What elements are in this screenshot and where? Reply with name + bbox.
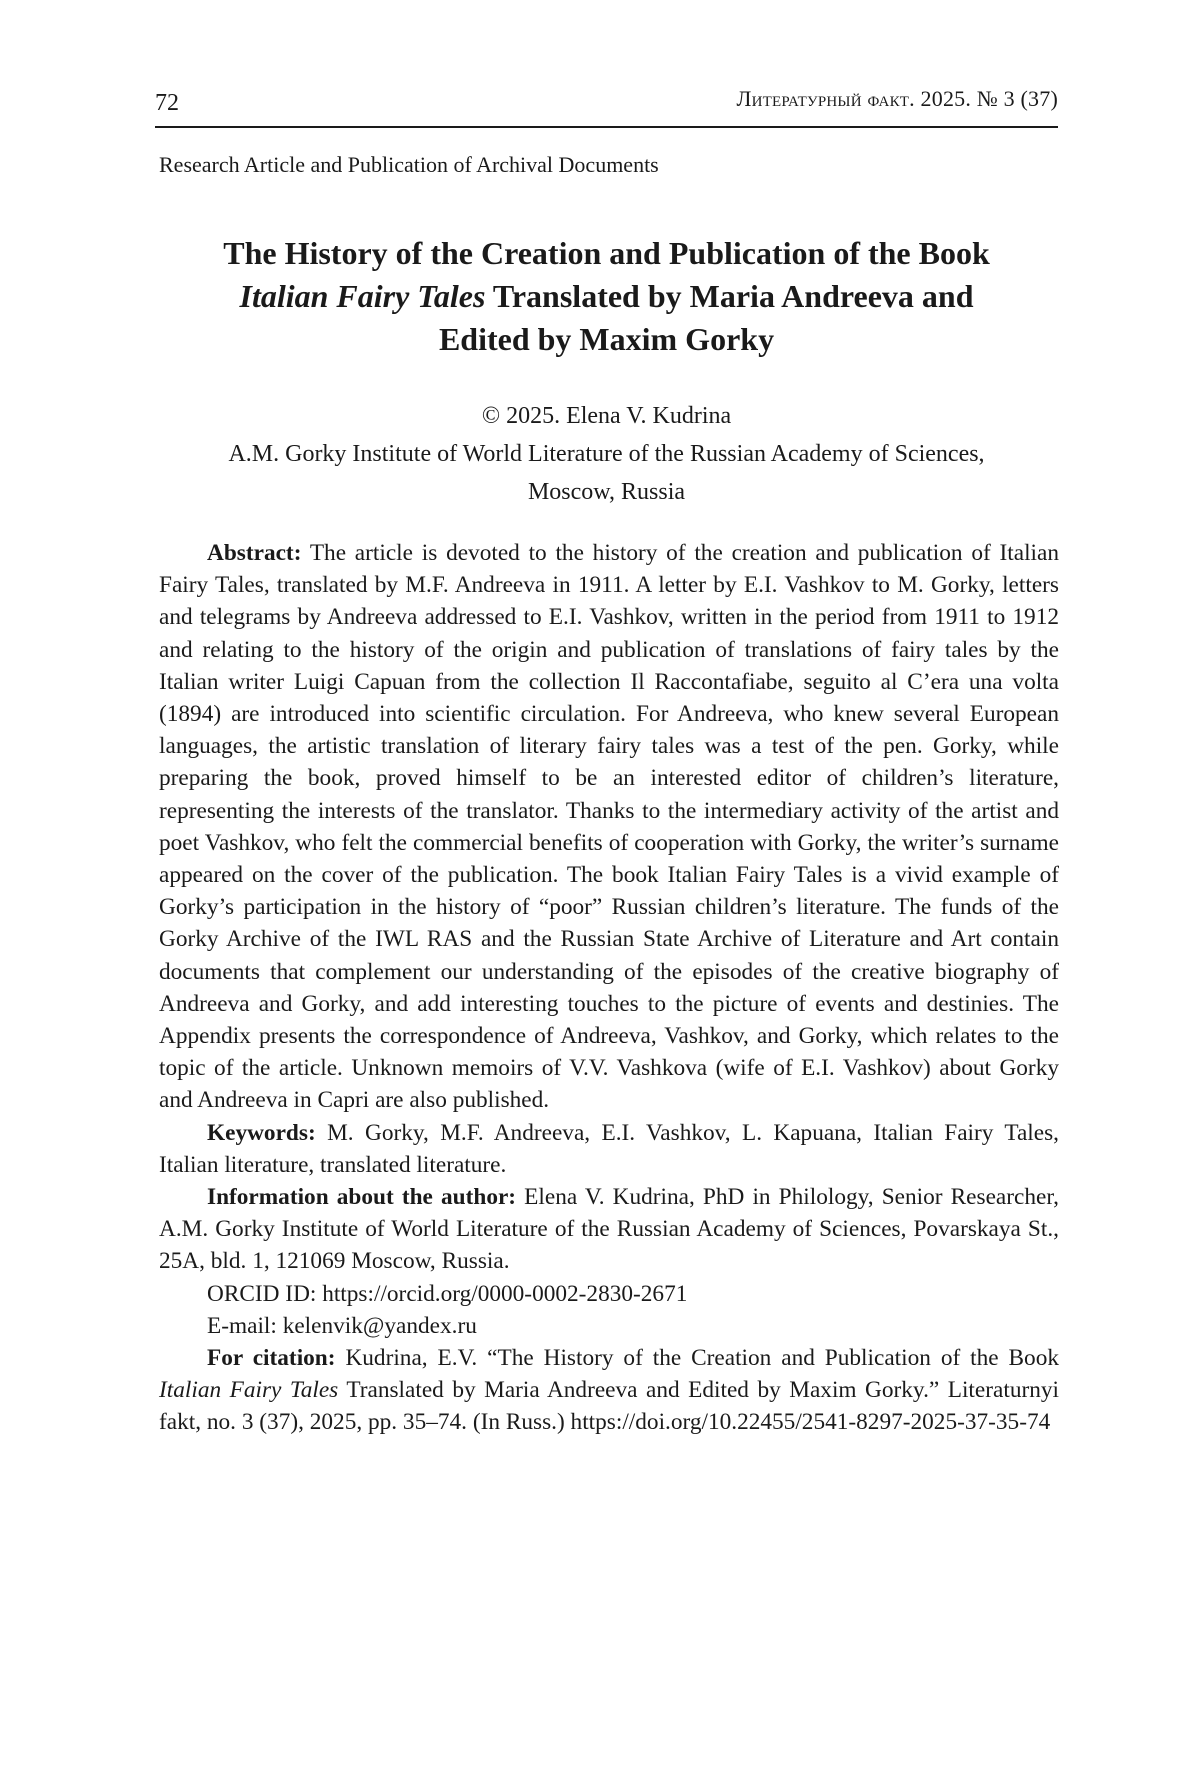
abstract-text: The article is devoted to the history of the creation and publication of Italian Fairy Tales, translated by M.F. Andreeva in 1911. A letter by E.I. Vashkov to M. Gorky, letters and telegrams by Andreeva addressed to E.I. Vashkov, written in the period from 1911 to 1912 and relating to the history of the origin and publication of translations of fairy tales by the Italian writer Luigi Capuan from the collection Il Raccontafiabe, seguito al C’era una volta (1894) are introduced into scientific circulation. For Andreeva, who knew several European languages, the artistic translation of literary fairy tales was a test of the pen. Gorky, while preparing the book, proved himself to be an interested editor of children’s literature, representing the interests of the translator. Thanks to the intermediary activity of the artist and poet Vashkov, who felt the commercial benefits of cooperation with Gorky, the writer’s surname appeared on the cover of the publication. The book Italian Fairy Tales is a vivid example of Gorky’s participation in the history of “poor” Russian children’s literature. The funds of the Gorky Archive of the IWL RAS and the Russian State Archive of Literature and Art contain documents that complement our understanding of the episodes of the creative biography of Andreeva and Gorky, and add interesting touches to the picture of events and destinies. The Appendix presents the correspondence of Andreeva, Vashkov, and Gorky, which relates to the topic of the article. Unknown memoirs of V.V. Vashkova (wife of E.I. Vashkov) about Gorky and Andreeva in Capri are also published.	[159, 540, 1060, 1114]
copyright-author: © 2025. Elena V. Kudrina	[481, 403, 732, 429]
page-number: 72	[155, 90, 179, 116]
orcid-line: ORCID ID: https://orcid.org/0000-0002-2830-2671	[207, 1280, 688, 1307]
journal-title: Литературный факт. 2025. № 3 (37)	[736, 86, 1058, 111]
keywords-label: Keywords:	[207, 1119, 316, 1146]
author-info-label: Information about the author:	[207, 1184, 517, 1211]
title-line-2: Translated by Maria Andreeva and	[485, 278, 974, 314]
author-info-text: Elena V. Kudrina, PhD in Philology, Senior Researcher, A.M. Gorky Institute of World Literature of the Russian Academy of Sciences, Povarskaya St., 25A, bld. 1, 121069 Moscow, Russia.	[159, 1184, 1059, 1275]
citation-paragraph	[159, 1342, 1059, 1439]
abstract-paragraph	[159, 537, 1059, 1117]
article-body	[159, 537, 1059, 1439]
title-line-1: The History of the Creation and Publication of the Book	[223, 235, 990, 271]
keywords-paragraph	[159, 1117, 1059, 1181]
article-title	[155, 232, 1058, 361]
email-line: E-mail: kelenvik@yandex.ru	[207, 1312, 477, 1339]
byline	[155, 397, 1058, 511]
citation-label: For citation:	[207, 1345, 336, 1372]
author-affiliation: A.M. Gorky Institute of World Literature of the Russian Academy of Sciences,	[228, 441, 985, 467]
citation-italic-book: Italian Fairy Tales	[159, 1377, 339, 1404]
title-italic-book: Italian Fairy Tales	[239, 278, 486, 314]
keywords-text: M. Gorky, M.F. Andreeva, E.I. Vashkov, L. Kapuana, Italian Fairy Tales, Italian literature, translated literature.	[159, 1119, 1059, 1178]
section-label: Research Article and Publication of Archival Documents	[159, 152, 659, 177]
author-location: Moscow, Russia	[527, 479, 686, 505]
abstract-label: Abstract:	[207, 540, 302, 566]
title-line-3: Edited by Maxim Gorky	[438, 321, 775, 357]
citation-text-before: Kudrina, E.V. “The History of the Creation and Publication of the Book	[345, 1345, 1059, 1372]
running-head	[155, 86, 1058, 128]
author-info-paragraph	[159, 1181, 1059, 1278]
citation-text-after: Translated by Maria Andreeva and Edited by Maxim Gorky.” Literaturnyi fakt, no. 3 (37), 2025, pp. 35–74. (In Russ.) https://doi.org/10.22455/2541-8297-2025-37-35-74	[159, 1377, 1059, 1436]
